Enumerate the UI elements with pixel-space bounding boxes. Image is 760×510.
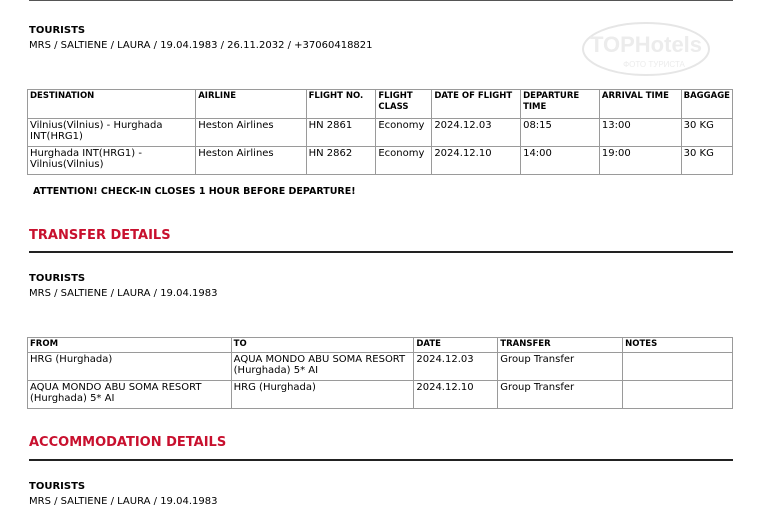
col-baggage: BAGGAGE xyxy=(681,90,732,119)
col-airline: AIRLINE xyxy=(196,90,306,119)
cell-from: HRG (Hurghada) xyxy=(28,353,232,381)
col-arrival-time: ARRIVAL TIME xyxy=(599,90,681,119)
col-from: FROM xyxy=(28,338,232,353)
cell-transfer: Group Transfer xyxy=(498,381,623,409)
cell-to: AQUA MONDO ABU SOMA RESORT (Hurghada) 5* AI xyxy=(231,353,414,381)
table-row xyxy=(28,353,733,381)
table-row xyxy=(28,119,733,147)
col-to: TO xyxy=(231,338,414,353)
col-flight-no: FLIGHT NO. xyxy=(306,90,376,119)
flight-tourists-heading: TOURISTS xyxy=(29,25,86,36)
accommodation-tourists-heading: TOURISTS xyxy=(29,481,86,492)
cell-flight-no: HN 2861 xyxy=(306,119,376,147)
cell-date: 2024.12.10 xyxy=(414,381,498,409)
cell-destination: Hurghada INT(HRG1) - Vilnius(Vilnius) xyxy=(28,147,196,175)
transfer-table xyxy=(27,337,733,409)
cell-departure: 14:00 xyxy=(521,147,600,175)
col-date: DATE xyxy=(414,338,498,353)
cell-notes xyxy=(623,353,733,381)
col-notes: NOTES xyxy=(623,338,733,353)
cell-to: HRG (Hurghada) xyxy=(231,381,414,409)
accommodation-details-title: ACCOMMODATION DETAILS xyxy=(29,435,227,450)
cell-arrival: 13:00 xyxy=(599,119,681,147)
col-flight-class: FLIGHT CLASS xyxy=(376,90,432,119)
cell-arrival: 19:00 xyxy=(599,147,681,175)
cell-date: 2024.12.03 xyxy=(432,119,521,147)
top-divider xyxy=(29,0,733,1)
cell-from: AQUA MONDO ABU SOMA RESORT (Hurghada) 5* AI xyxy=(28,381,232,409)
col-date-of-flight: DATE OF FLIGHT xyxy=(432,90,521,119)
cell-date: 2024.12.03 xyxy=(414,353,498,381)
tophotels-watermark xyxy=(580,20,712,78)
flights-header-row xyxy=(28,90,733,119)
table-row xyxy=(28,381,733,409)
accommodation-divider xyxy=(29,459,733,461)
col-departure-time: DEPARTURE TIME xyxy=(521,90,600,119)
cell-flight-class: Economy xyxy=(376,119,432,147)
cell-flight-class: Economy xyxy=(376,147,432,175)
checkin-attention-notice: ATTENTION! CHECK-IN CLOSES 1 HOUR BEFORE DEPARTURE! xyxy=(33,186,356,197)
transfer-details-title: TRANSFER DETAILS xyxy=(29,228,171,243)
cell-airline: Heston Airlines xyxy=(196,119,306,147)
cell-destination: Vilnius(Vilnius) - Hurghada INT(HRG1) xyxy=(28,119,196,147)
table-row xyxy=(28,147,733,175)
col-transfer: TRANSFER xyxy=(498,338,623,353)
transfer-divider xyxy=(29,251,733,253)
cell-transfer: Group Transfer xyxy=(498,353,623,381)
transfer-tourists-detail: MRS / SALTIENE / LAURA / 19.04.1983 xyxy=(29,288,218,299)
flight-tourists-detail: MRS / SALTIENE / LAURA / 19.04.1983 / 26.11.2032 / +37060418821 xyxy=(29,40,373,51)
flights-table xyxy=(27,89,733,175)
svg-text:TOPHotels: TOPHotels xyxy=(589,32,703,57)
transfer-tourists-heading: TOURISTS xyxy=(29,273,86,284)
cell-departure: 08:15 xyxy=(521,119,600,147)
accommodation-tourists-detail: MRS / SALTIENE / LAURA / 19.04.1983 xyxy=(29,496,218,507)
cell-airline: Heston Airlines xyxy=(196,147,306,175)
svg-text:ФОТО ТУРИСТА: ФОТО ТУРИСТА xyxy=(623,60,685,69)
col-destination: DESTINATION xyxy=(28,90,196,119)
cell-date: 2024.12.10 xyxy=(432,147,521,175)
transfer-header-row xyxy=(28,338,733,353)
cell-baggage: 30 KG xyxy=(681,119,732,147)
cell-baggage: 30 KG xyxy=(681,147,732,175)
cell-flight-no: HN 2862 xyxy=(306,147,376,175)
cell-notes xyxy=(623,381,733,409)
